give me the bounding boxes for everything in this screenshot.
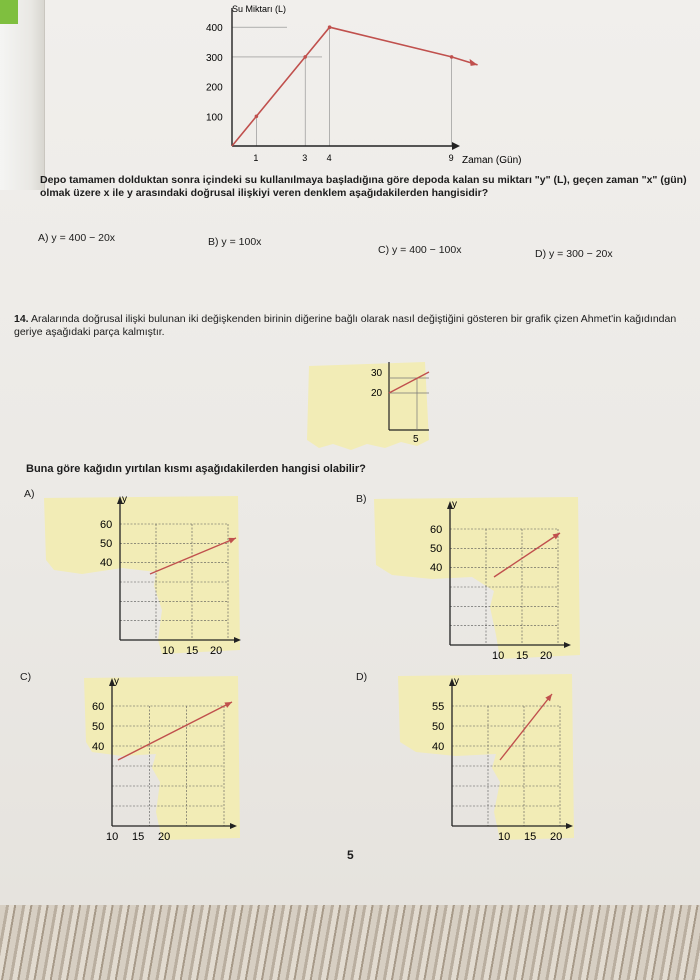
q13-points (255, 25, 478, 118)
opt-a-x-tick-10: 10 (162, 645, 175, 657)
opt-d-x-tick-15: 15 (524, 831, 537, 843)
opt-d-axis-label: y (454, 676, 459, 687)
opt-b-y-tick-40: 40 (430, 562, 443, 574)
fragment-paper (307, 362, 429, 450)
q13-option-b[interactable]: B) y = 100x (208, 236, 262, 248)
q13-point-2 (328, 25, 332, 29)
q13-x-ticks (253, 153, 453, 163)
q14-option-b-letter[interactable]: B) (356, 493, 367, 505)
carpet-background (0, 905, 700, 980)
opt-d-x-tick-10: 10 (498, 831, 511, 843)
q13-x-label: Zaman (Gün) (462, 155, 522, 166)
q13-x-tick-3: 3 (302, 153, 308, 163)
q13-point-3 (450, 55, 454, 59)
opt-a-y-tick-60: 60 (100, 519, 113, 531)
q14-option-a-graph[interactable] (42, 490, 242, 658)
opt-b-y-tick-50: 50 (430, 543, 443, 555)
q14-option-a-letter[interactable]: A) (24, 488, 35, 500)
opt-c-y-tick-40: 40 (92, 741, 105, 753)
opt-a-x-tick-20: 20 (210, 645, 223, 657)
q14-number: 14. (14, 313, 29, 325)
green-tab (0, 0, 18, 24)
opt-b-axis-label: y (452, 499, 457, 510)
q14-option-d-graph[interactable] (396, 672, 576, 844)
opt-c-axis-label: y (114, 676, 119, 687)
opt-c-y-tick-60: 60 (92, 701, 105, 713)
q13-y-label: Su Miktarı (L) (232, 4, 287, 14)
opt-d-x-tick-20: 20 (550, 831, 563, 843)
q13-y-tick-400: 400 (206, 23, 223, 35)
q14-option-b-graph[interactable] (372, 495, 582, 663)
q13-y-ticks (206, 23, 223, 123)
opt-a-paper (44, 496, 240, 654)
q13-question: Depo tamamen dolduktan sonra içindeki su kullanılmaya başladığına göre depoda kalan su miktarı "y" (L), geçen zaman "x" (gün) olmak üzere x ile y arasındaki doğrusal ilişkiyi veren denklem aşağıdakilerden hangisidir? (40, 174, 687, 199)
opt-c-paper (84, 676, 240, 840)
opt-b-y-tick-60: 60 (430, 524, 443, 536)
fragment-y-tick-30: 30 (371, 368, 383, 379)
opt-d-y-tick-40: 40 (432, 741, 445, 753)
opt-b-x-tick-10: 10 (492, 650, 505, 662)
q13-y-tick-200: 200 (206, 82, 223, 94)
opt-c-x-tick-20: 20 (158, 831, 171, 843)
opt-a-y-tick-50: 50 (100, 538, 113, 550)
q13-guide-lines (232, 27, 452, 146)
q13-option-d[interactable]: D) y = 300 − 20x (535, 248, 613, 260)
q13-series-line (232, 27, 478, 146)
q13-line-arrow-icon (470, 59, 478, 66)
q13-chart (190, 0, 550, 172)
opt-b-x-tick-20: 20 (540, 650, 553, 662)
q13-x-arrow-icon (452, 142, 460, 150)
fragment-y-tick-20: 20 (371, 388, 383, 399)
q14-option-c-letter[interactable]: C) (20, 671, 32, 683)
q14-option-c-graph[interactable] (82, 672, 242, 844)
q14-paper-fragment (305, 360, 435, 452)
q13-point-1 (303, 55, 307, 59)
opt-a-y-tick-40: 40 (100, 557, 113, 569)
opt-c-x-tick-10: 10 (106, 831, 119, 843)
q13-y-tick-300: 300 (206, 52, 223, 64)
q13-option-a[interactable]: A) y = 400 − 20x (38, 232, 116, 244)
opt-b-x-tick-15: 15 (516, 650, 529, 662)
q13-option-c[interactable]: C) y = 400 − 100x (378, 244, 462, 256)
page-number: 5 (347, 848, 354, 862)
q13-x-tick-4: 4 (326, 153, 332, 163)
q13-point-0 (255, 115, 259, 119)
opt-c-y-tick-50: 50 (92, 721, 105, 733)
opt-a-x-tick-15: 15 (186, 645, 199, 657)
opt-b-paper (374, 497, 580, 659)
opt-d-y-tick-55: 55 (432, 701, 445, 713)
q13-x-tick-1: 1 (253, 153, 259, 163)
q14-question: Buna göre kağıdın yırtılan kısmı aşağıdakilerden hangisi olabilir? (26, 463, 366, 475)
opt-a-axis-label: y (122, 494, 127, 505)
q13-x-tick-9: 9 (448, 153, 454, 163)
adjacent-page-edge (0, 0, 45, 190)
opt-c-x-tick-15: 15 (132, 831, 145, 843)
fragment-x-tick-5: 5 (413, 434, 419, 445)
q13-y-tick-100: 100 (206, 112, 223, 124)
q14-option-d-letter[interactable]: D) (356, 671, 368, 683)
q14-intro: Aralarında doğrusal ilişki bulunan iki değişkenden birinin diğerine bağlı olarak nasıl değiştiğini gösteren bir grafik çizen Ahmet'in kağıdından geriye aşağıdaki parça kalmıştır. (14, 313, 677, 338)
opt-d-y-tick-50: 50 (432, 721, 445, 733)
q14-intro-block (14, 313, 690, 339)
